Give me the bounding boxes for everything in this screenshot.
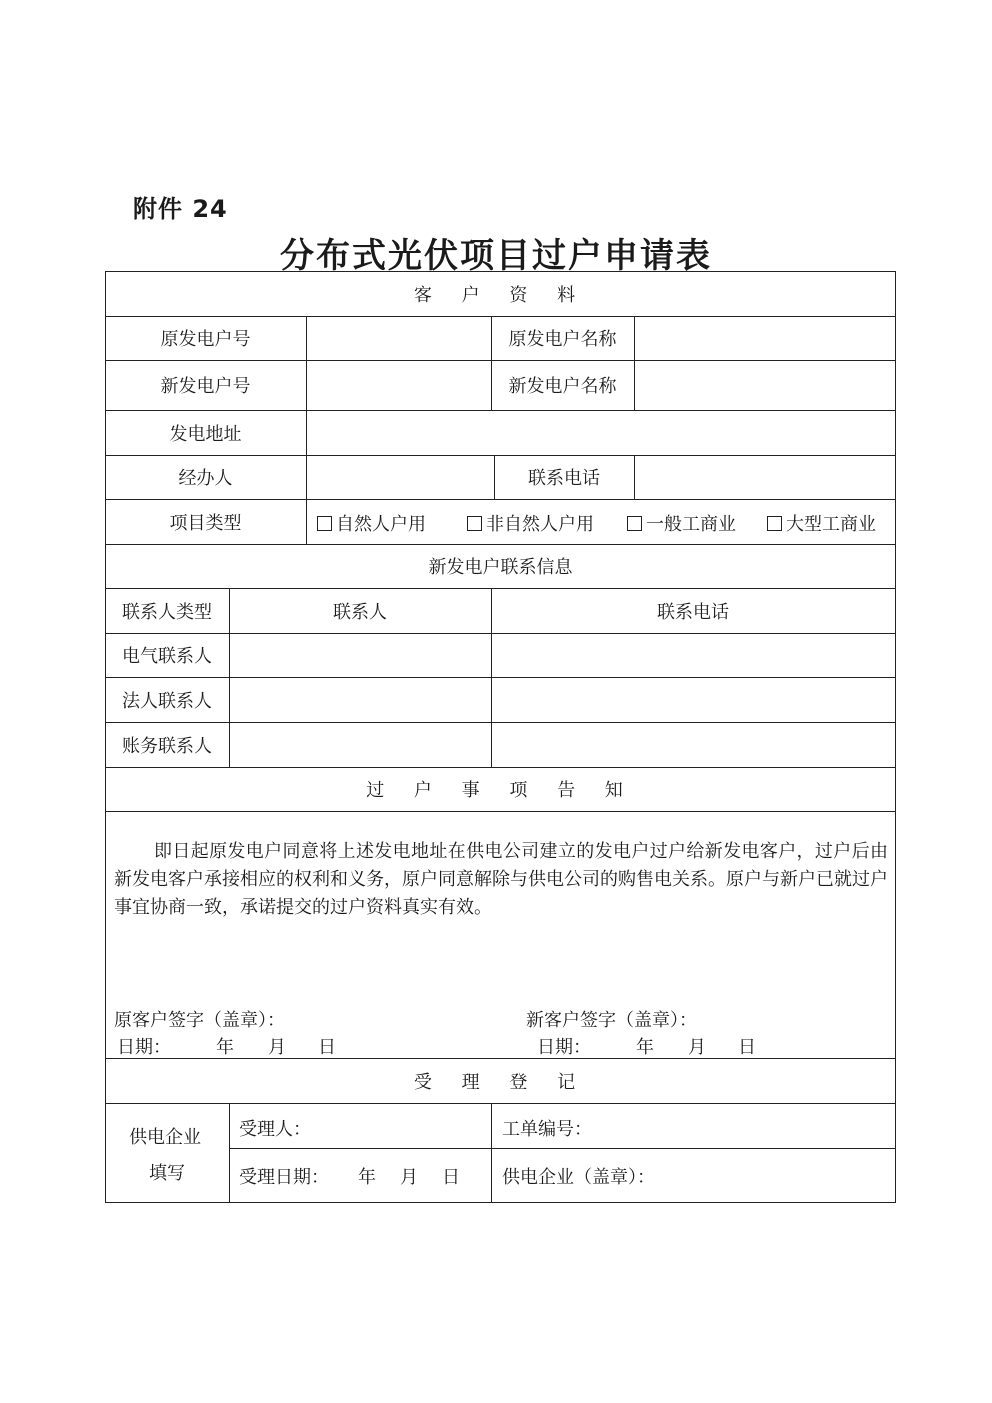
field-legal-contact-name[interactable] <box>230 677 491 722</box>
label-orig-account-no: 原发电户号 <box>160 329 251 350</box>
option-large-commercial-label: 大型工商业 <box>786 514 876 535</box>
option-non-natural-person[interactable] <box>467 510 594 536</box>
new-date-month: 月 <box>688 1037 706 1058</box>
row-electrical-contact-label: 电气联系人 <box>122 646 212 667</box>
field-agent-phone[interactable] <box>635 455 895 499</box>
accept-date-year: 年 <box>358 1167 376 1188</box>
section-customer-info-label: 客 户 资 料 <box>413 284 588 306</box>
label-new-account-name: 新发电户名称 <box>508 376 617 397</box>
label-handler: 受理人： <box>239 1119 311 1140</box>
row-finance-contact-label: 账务联系人 <box>122 735 212 757</box>
new-date-label: 日期： <box>537 1037 591 1058</box>
option-natural-person-label: 自然人户用 <box>336 514 426 535</box>
accept-date-day: 日 <box>442 1167 460 1188</box>
field-orig-account-name[interactable] <box>635 316 895 360</box>
attachment-label: 附件 24 <box>133 195 228 223</box>
orig-customer-signature-label: 原客户签字（盖章）： <box>114 1010 285 1031</box>
option-general-commercial[interactable] <box>627 510 736 536</box>
checkbox-general-commercial[interactable] <box>627 516 642 531</box>
field-finance-contact-phone[interactable] <box>492 722 895 767</box>
row-legal-contact-label: 法人联系人 <box>122 690 212 712</box>
new-date-year: 年 <box>636 1037 654 1058</box>
checkbox-natural-person[interactable] <box>317 516 332 531</box>
section-customer-info <box>105 271 896 316</box>
accept-date-month: 月 <box>400 1167 418 1188</box>
label-work-order-no: 工单编号： <box>502 1119 592 1140</box>
field-generation-address[interactable] <box>307 410 895 455</box>
field-electrical-contact-phone[interactable] <box>492 633 895 677</box>
orig-date-label: 日期： <box>117 1037 171 1058</box>
section-new-account-contacts: 新发电户联系信息 <box>428 557 573 578</box>
section-transfer-notice <box>105 767 896 811</box>
section-transfer-notice-label: 过 户 事 项 告 知 <box>366 780 635 801</box>
field-electrical-contact-name[interactable] <box>230 633 491 677</box>
new-date-day: 日 <box>738 1037 756 1058</box>
orig-date-month: 月 <box>268 1037 286 1058</box>
label-power-company-fill-1: 供电企业 <box>129 1127 201 1148</box>
new-customer-signature-label: 新客户签字（盖章）： <box>526 1010 697 1031</box>
checkbox-large-commercial[interactable] <box>767 516 782 531</box>
header-contact-type: 联系人类型 <box>122 601 212 623</box>
checkbox-non-natural-person[interactable] <box>467 516 482 531</box>
option-non-natural-person-label: 非自然人户用 <box>486 514 594 535</box>
label-orig-account-name: 原发电户名称 <box>508 329 617 350</box>
option-natural-person[interactable] <box>317 510 426 536</box>
transfer-notice-text: 即日起原发电户同意将上述发电地址在供电公司建立的发电户过户给新发电客户，过户后由新发电客户承接相应的权利和义务，原户同意解除与供电公司的购售电关系。原户与新户已就过户事宜协商一致，承诺提交的过户资料真实有效。 <box>114 841 888 918</box>
label-generation-address: 发电地址 <box>169 423 242 445</box>
orig-date-day: 日 <box>318 1037 336 1058</box>
section-registration-label: 受 理 登 记 <box>413 1071 588 1093</box>
label-agent: 经办人 <box>178 468 233 489</box>
orig-date-year: 年 <box>216 1037 234 1058</box>
option-general-commercial-label: 一般工商业 <box>646 514 736 535</box>
form-title: 分布式光伏项目过户申请表 <box>280 236 712 276</box>
field-legal-contact-phone[interactable] <box>492 677 895 722</box>
header-contact-phone: 联系电话 <box>657 601 729 623</box>
label-power-company-fill-2: 填写 <box>149 1163 185 1184</box>
option-large-commercial[interactable] <box>767 510 876 536</box>
field-finance-contact-name[interactable] <box>230 722 491 767</box>
label-project-type: 项目类型 <box>169 512 242 534</box>
section-registration <box>105 1058 896 1103</box>
label-accept-date: 受理日期： <box>239 1167 329 1188</box>
field-agent[interactable] <box>307 455 494 499</box>
label-company-seal: 供电企业（盖章）： <box>502 1167 655 1188</box>
field-new-account-name[interactable] <box>635 360 895 410</box>
field-orig-account-no[interactable] <box>307 316 491 360</box>
header-contact-person: 联系人 <box>333 601 387 623</box>
label-new-account-no: 新发电户号 <box>160 376 251 397</box>
field-new-account-no[interactable] <box>307 360 491 410</box>
label-agent-phone: 联系电话 <box>528 468 600 489</box>
